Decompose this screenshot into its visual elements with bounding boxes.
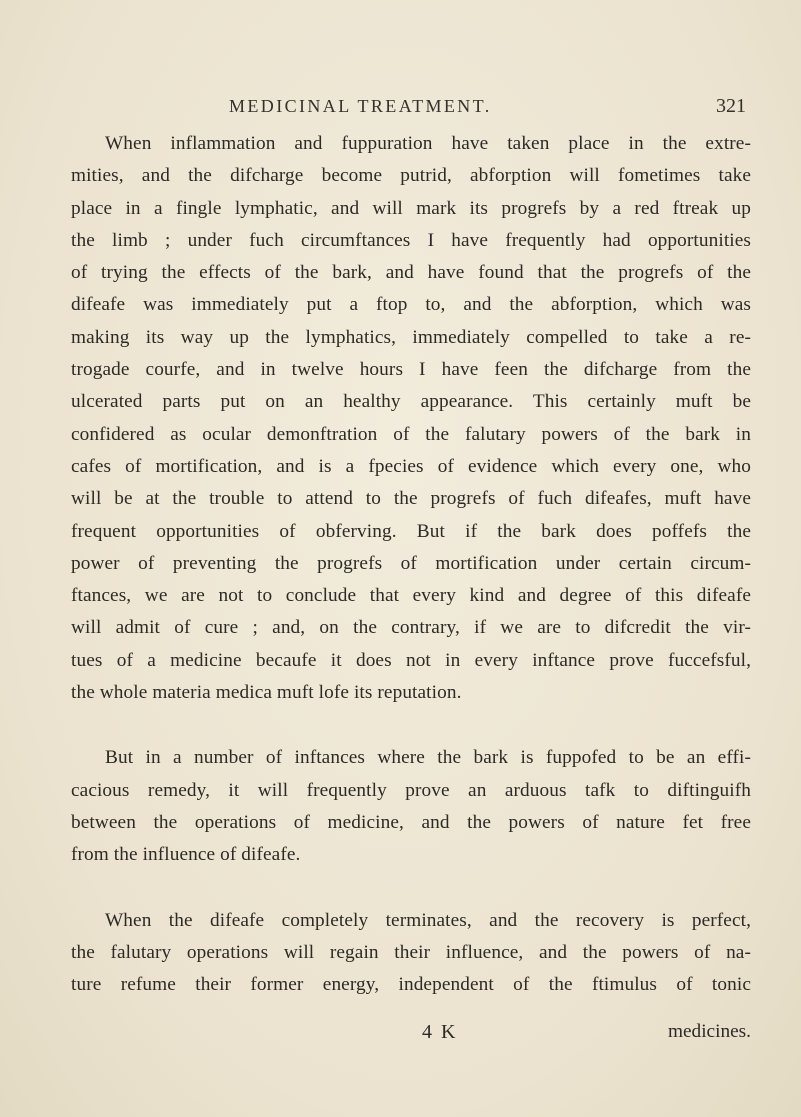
page-footer (71, 1021, 751, 1051)
text-line: the falutary operations will regain their influence, and the powers of na- (71, 941, 751, 963)
text-line: place in a fingle lymphatic, and will mark its progrefs by a red ftreak up (71, 197, 751, 219)
text-line: between the operations of medicine, and the powers of nature fet free (71, 811, 751, 833)
text-line: frequent opportunities of obferving. But if the bark does poffefs the (71, 520, 751, 542)
page-number: 321 (716, 95, 746, 117)
text-line: ulcerated parts put on an healthy appearance. This certainly muft be (71, 391, 751, 413)
page-header (229, 96, 746, 122)
text-line: tues of a medicine becaufe it does not in every inftance prove fuccefsful, (71, 649, 751, 671)
body-text (71, 128, 751, 1001)
paragraph-gap (71, 872, 751, 905)
catchword: medicines. (668, 1021, 751, 1042)
text-line: mities, and the difcharge become putrid, abforption will fometimes take (71, 165, 751, 187)
text-line: When inflammation and fuppuration have taken place in the extre- (105, 133, 751, 154)
paragraph-1 (71, 128, 751, 709)
text-line: ture refume their former energy, independent of the ftimulus of tonic (71, 974, 751, 996)
text-line: trogade courfe, and in twelve hours I have feen the difcharge from the (71, 359, 751, 381)
paragraph-3 (71, 905, 751, 1002)
signature-mark: 4 K (422, 1021, 458, 1043)
text-line: of trying the effects of the bark, and have found that the progrefs of the (71, 262, 751, 284)
text-line: cafes of mortification, and is a fpecies of evidence which every one, who (71, 455, 751, 477)
text-line: making its way up the lymphatics, immediately compelled to take a re- (71, 326, 751, 348)
text-line: the limb ; under fuch circumftances I have frequently had opportunities (71, 229, 751, 251)
running-title: MEDICINAL TREATMENT. (229, 96, 492, 116)
text-line: from the influence of difeafe. (71, 844, 301, 866)
paragraph-2 (71, 742, 751, 871)
text-line: the whole materia medica muft lofe its reputation. (71, 682, 462, 704)
text-line: will admit of cure ; and, on the contrary, if we are to difcredit the vir- (71, 617, 751, 639)
text-line: will be at the trouble to attend to the progrefs of fuch difeafes, muft have (71, 488, 751, 510)
text-line: difeafe was immediately put a ftop to, and the abforption, which was (71, 294, 751, 316)
text-line: power of preventing the progrefs of mortification under certain circum- (71, 552, 751, 574)
text-line: cacious remedy, it will frequently prove an arduous tafk to diftinguifh (71, 779, 751, 801)
text-line: When the difeafe completely terminates, and the recovery is perfect, (105, 909, 751, 931)
paragraph-gap (71, 709, 751, 742)
text-line: confidered as ocular demonftration of the falutary powers of the bark in (71, 423, 751, 445)
text-line: But in a number of inftances where the bark is fuppofed to be an effi- (105, 747, 751, 769)
text-line: ftances, we are not to conclude that every kind and degree of this difeafe (71, 585, 751, 607)
